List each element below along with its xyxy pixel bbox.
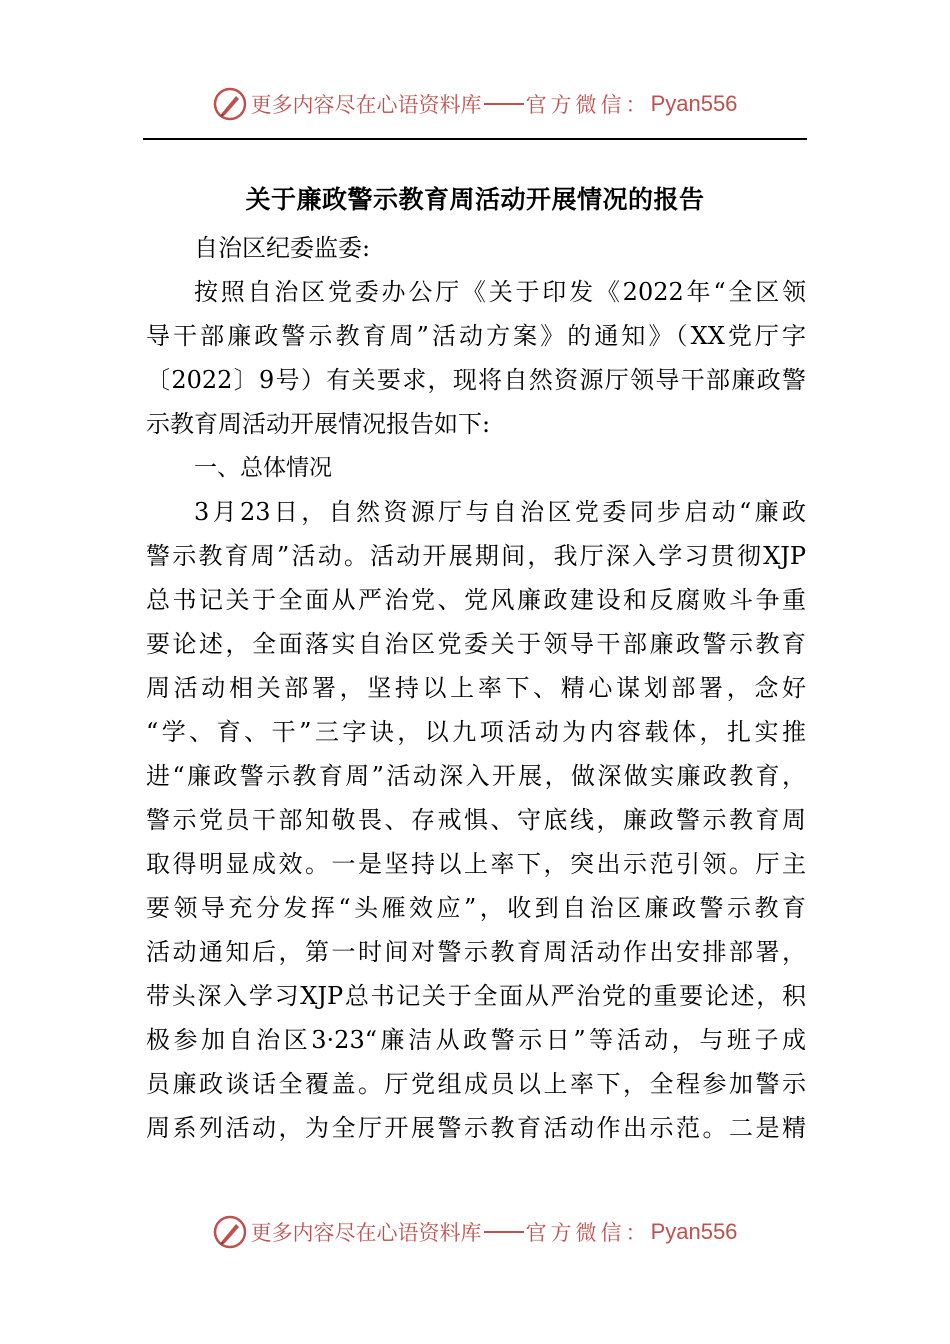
paragraph-line: 要领导充分发挥“头雁效应”，收到自治区廉政警示教育 (146, 894, 806, 922)
paragraph-line: 〔2022〕9号）有关要求，现将自然资源厅领导干部廉政警 (146, 366, 806, 394)
paragraph-line: 员廉政谈话全覆盖。厅党组成员以上率下，全程参加警示 (146, 1070, 806, 1098)
paragraph-line: 周系列活动，为全厅开展警示教育活动作出示范。二是精 (146, 1114, 806, 1142)
paragraph-line: 示教育周活动开展情况报告如下: (146, 410, 491, 438)
watermark-text: 更多内容尽在心语资料库 (250, 93, 482, 117)
watermark-text: 更多内容尽在心语资料库 (250, 1221, 482, 1245)
watermark-wechat-label: 官方微信： (525, 1221, 651, 1245)
paragraph-line: 带头深入学习XJP总书记关于全面从严治党的重要论述，积 (146, 982, 806, 1010)
paragraph-line: 活动通知后，第一时间对警示教育周活动作出安排部署， (146, 938, 806, 966)
paragraph-line: 警示党员干部知敬畏、存戒惧、守底线，廉政警示教育周 (146, 806, 806, 834)
paragraph-line: 警示教育周”活动。活动开展期间，我厅深入学习贯彻XJP (146, 542, 806, 570)
paragraph-line: 总书记关于全面从严治党、党风廉政建设和反腐败斗争重 (146, 586, 806, 614)
watermark-separator (484, 103, 524, 105)
paragraph-line: 3月23日，自然资源厅与自治区党委同步启动“廉政 (194, 498, 806, 526)
section-heading: 一、总体情况 (194, 455, 332, 481)
watermark-separator (484, 1231, 524, 1233)
paragraph-line: 极参加自治区3·23“廉洁从政警示日”等活动，与班子成 (146, 1026, 806, 1054)
watermark-wechat-id: Pyan556 (650, 91, 738, 116)
document-title: 关于廉政警示教育周活动开展情况的报告 (245, 185, 705, 214)
pen-logo-icon (213, 1215, 247, 1249)
paragraph-line: 周活动相关部署，坚持以上率下、精心谋划部署，念好 (146, 674, 806, 702)
salutation-line: 自治区纪委监委: (194, 234, 371, 262)
watermark-banner-top (0, 84, 950, 124)
watermark-banner-bottom (0, 1212, 950, 1252)
header-divider (143, 138, 807, 140)
watermark-wechat-id: Pyan556 (650, 1219, 738, 1244)
document-body (146, 226, 806, 1150)
pen-logo-icon (213, 87, 247, 121)
paragraph-line: “学、育、干”三字诀，以九项活动为内容载体，扎实推 (146, 718, 806, 746)
paragraph-line: 进“廉政警示教育周”活动深入开展，做深做实廉政教育， (146, 762, 806, 790)
paragraph-line: 导干部廉政警示教育周”活动方案》的通知》（XX党厅字 (146, 322, 806, 350)
paragraph-line: 取得明显成效。一是坚持以上率下，突出示范引领。厅主 (146, 850, 806, 878)
paragraph-line: 要论述，全面落实自治区党委关于领导干部廉政警示教育 (146, 630, 806, 658)
paragraph-line: 按照自治区党委办公厅《关于印发《2022年“全区领 (194, 278, 806, 306)
watermark-wechat-label: 官方微信： (525, 93, 651, 117)
